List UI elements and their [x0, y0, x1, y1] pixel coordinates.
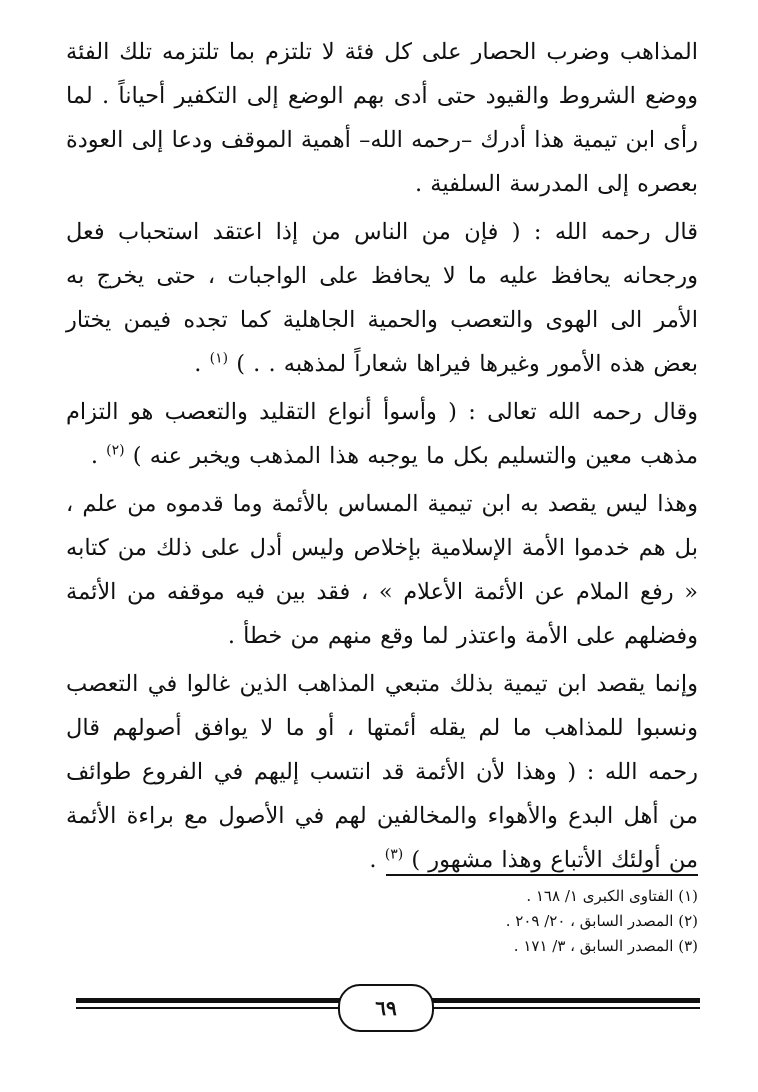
footnote-2: (٢) المصدر السابق ، ٢٠/ ٢٠٩ . [505, 912, 698, 930]
footnotes [298, 884, 698, 959]
footnote-ref-2[interactable]: (٢) [106, 442, 125, 459]
footnote-divider [386, 874, 698, 876]
footnote-1: (١) الفتاوى الكبرى ١/ ١٦٨ . [526, 887, 698, 905]
page-number: ٦٩ [338, 984, 434, 1032]
paragraph-quote-3: وإنما يقصد ابن تيمية بذلك متبعي المذاهب الذين غالوا في التعصب ونسبوا للمذاهب ما لم يقله أئمتها ، أو ما لا يوافق أصولهم قال رحمه الله : ( وهذا لأن الأئمة قد انتسب إليهم في الفروع طوائف من أهل البدع والأهواء والمخالفين لهم في الأصول مع براءة الأئمة من أولئك الأتباع وهذا مشهور ) $^{(٣)}$ . [66, 671, 698, 873]
footnote-ref-3[interactable]: (٣) [384, 846, 404, 863]
page-body [66, 30, 698, 886]
paragraph-quote-1: قال رحمه الله : ( فإن من الناس من إذا اعتقد استحباب فعل ورجحانه يحافظ عليه ما لا يحافظ على الواجبات ، حتى يخرج به الأمر الى الهوى والتعصب والحمية الجاهلية كما تجده فيمن يختار بعض هذه الأمور وغيرها فيراها شعاراً لمذهبه . . ) $^{(١)}$ . [66, 219, 698, 377]
footnote-ref-1[interactable]: (١) [209, 350, 229, 367]
paragraph-explanation: وهذا ليس يقصد به ابن تيمية المساس بالأئمة وما قدموه من علم ، بل هم خدموا الأمة الإسلامية بإخلاص وليس أدل على ذلك من كتابه « رفع الملام عن الأئمة الأعلام » ، فقد بين فيه موقفه من الأئمة وفضلهم على الأمة واعتذر لما وقع منهم من خطأ . [66, 491, 698, 649]
page-footer [76, 980, 700, 1040]
paragraph-quote-2: وقال رحمه الله تعالى : ( وأسوأ أنواع التقليد والتعصب هو التزام مذهب معين والتسليم بكل ما يوجبه هذا المذهب ويخبر عنه ) $^{(٢)}$ . [66, 399, 698, 469]
paragraph-intro: المذاهب وضرب الحصار على كل فئة لا تلتزم بما تلتزمه تلك الفئة ووضع الشروط والقيود حتى أدى بهم الوضع إلى التكفير أحياناً . لما رأى ابن تيمية هذا أدرك –رحمه الله– أهمية الموقف ودعا إلى العودة بعصره إلى المدرسة السلفية . [66, 39, 698, 197]
footnote-3: (٣) المصدر السابق ، ٣/ ١٧١ . [513, 937, 698, 955]
